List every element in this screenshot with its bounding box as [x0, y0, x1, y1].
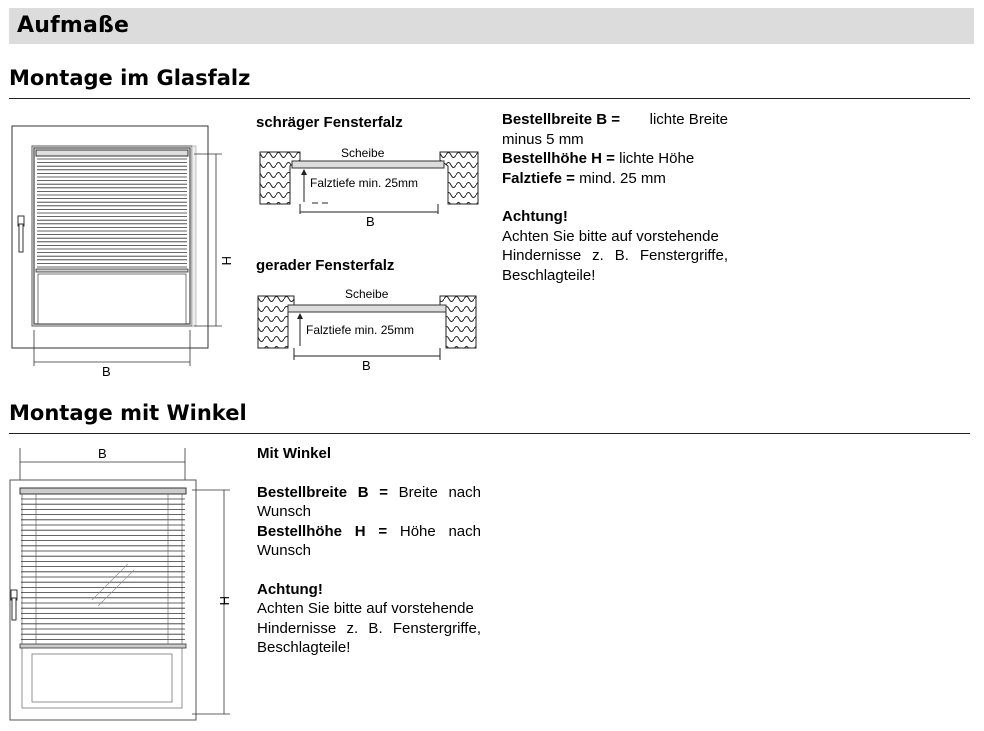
glasfalz-bestellbreite-cont: minus 5 mm [502, 130, 584, 148]
schraeger-falz-diagram [256, 140, 486, 232]
winkel-label-h: H [217, 596, 232, 606]
subheading-gerade: gerader Fensterfalz [256, 257, 395, 274]
schraeg-b-label: B [366, 214, 375, 229]
subheading-schraeg: schräger Fensterfalz [256, 114, 403, 131]
winkel-info [257, 444, 481, 658]
section-divider-glasfalz [9, 98, 970, 99]
winkel-achtung: Achtung! [257, 580, 323, 598]
window-glasfalz-diagram [10, 124, 250, 384]
gerader-falz-diagram [254, 284, 484, 376]
winkel-achtung-line-3: Beschlagteile! [257, 639, 351, 656]
winkel-achtung-line-2: Hindernisse z. B. Fenstergriffe, [257, 619, 481, 637]
window-handle-icon [18, 216, 24, 252]
section-title-winkel: Montage mit Winkel [9, 401, 247, 425]
winkel-bestellhoehe-cont: Wunsch [257, 542, 311, 559]
winkel-heading: Mit Winkel [257, 445, 332, 462]
glasfalz-achtung: Achtung! [502, 208, 568, 225]
winkel-bestellbreite-cont: Wunsch [257, 503, 311, 520]
page-title: Aufmaße [17, 13, 130, 38]
section-title-glasfalz: Montage im Glasfalz [9, 66, 251, 90]
section-divider-winkel [9, 433, 970, 434]
label-h: H [219, 256, 234, 266]
gerade-b-label: B [362, 358, 371, 373]
winkel-window-handle-icon [11, 590, 17, 620]
winkel-achtung-line-1: Achten Sie bitte auf vorstehende [257, 600, 474, 617]
glasfalz-bestellbreite: Bestellbreite B = lichte Breite [502, 111, 728, 128]
schraeg-scheibe-label: Scheibe [341, 146, 385, 160]
header-banner [9, 8, 974, 44]
glasfalz-bestellhoehe: Bestellhöhe H = lichte Höhe [502, 150, 695, 167]
glasfalz-falztiefe: Falztiefe = mind. 25 mm [502, 169, 666, 187]
glasfalz-achtung-line-3: Beschlagteile! [502, 266, 596, 284]
schraeg-falztiefe-label: Falztiefe min. 25mm [310, 176, 419, 190]
winkel-label-b: B [98, 446, 107, 461]
window-winkel-diagram [8, 444, 248, 731]
winkel-bestellhoehe: Bestellhöhe H = Höhe nach [257, 522, 481, 540]
glasfalz-info [502, 110, 728, 285]
glasfalz-achtung-line-1: Achten Sie bitte auf vorstehende [502, 227, 719, 245]
label-b: B [102, 364, 111, 379]
gerade-scheibe-label: Scheibe [345, 287, 389, 301]
glasfalz-achtung-line-2: Hindernisse z. B. Fenstergriffe, [502, 247, 728, 264]
gerade-falztiefe-label: Falztiefe min. 25mm [306, 323, 415, 337]
winkel-bestellbreite: Bestellbreite B = Breite nach [257, 483, 481, 501]
